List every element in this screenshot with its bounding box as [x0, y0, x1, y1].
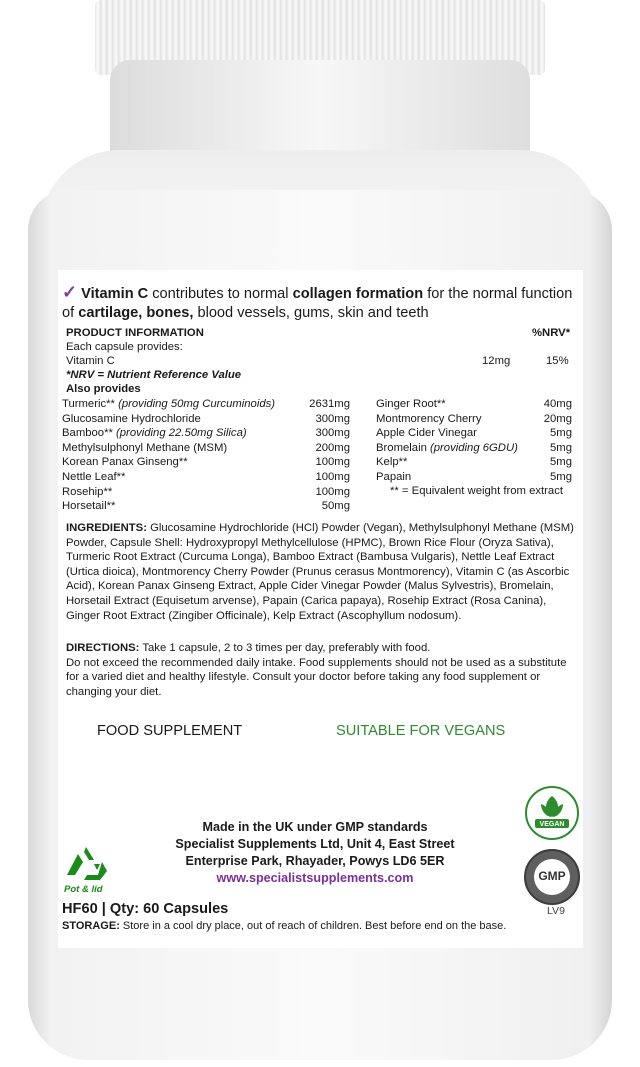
ingredient-name: Bromelain — [376, 441, 427, 454]
health-claim — [62, 283, 582, 323]
claim-text: blood vessels, gums, skin and teeth — [193, 305, 429, 321]
company-block — [150, 819, 480, 887]
vitamin-c-amount: 12mg — [482, 355, 511, 367]
ingredient-note: (providing 22.50mg Silica) — [112, 427, 247, 440]
storage-label: STORAGE: — [62, 920, 120, 932]
ingredient-row — [376, 397, 446, 411]
recycle-icon — [64, 844, 108, 884]
ingredient-amount: 100mg — [315, 485, 350, 498]
also-provides: Also provides — [66, 383, 141, 395]
nrv-heading: %NRV* — [532, 327, 571, 339]
ingredient-amount: 5mg — [550, 441, 572, 454]
ingredient-row — [376, 426, 477, 440]
ingredient-name: Ginger Root** — [376, 398, 446, 410]
ingredient-name: Bamboo** — [62, 427, 113, 440]
ingredient-name: Turmeric** — [62, 398, 115, 410]
ingredients-label: INGREDIENTS: — [66, 522, 147, 534]
ingredient-row — [376, 412, 481, 426]
vegan-badge — [525, 786, 579, 840]
directions-text: Take 1 capsule, 2 to 3 times per day, preferably with food. — [139, 642, 431, 654]
ingredient-amount: 300mg — [315, 427, 350, 440]
gmp-text: GMP — [538, 869, 566, 883]
ingredient-row — [62, 397, 275, 411]
claim-vitamin-c: Vitamin C — [81, 286, 149, 302]
ingredient-name: Montmorency Cherry — [376, 412, 482, 425]
storage-text: Store in a cool dry place, out of reach of children. Best before end on the base. — [119, 920, 507, 932]
vegan-badge-text: VEGAN — [539, 821, 565, 828]
pot-lid-text: Pot & lid — [64, 884, 103, 895]
ingredient-amount: 5mg — [550, 427, 572, 440]
ingredient-row — [62, 470, 125, 484]
suitable-for-vegans-text: SUITABLE FOR VEGANS — [336, 723, 506, 739]
ingredient-amount: 50mg — [321, 500, 350, 513]
ingredient-row — [62, 499, 115, 513]
ingredient-row — [62, 426, 247, 440]
vitamin-c-name: Vitamin C — [66, 355, 115, 367]
claim-cartilage: cartilage, bones, — [78, 305, 194, 321]
ingredient-name: Glucosamine Hydrochloride — [62, 412, 201, 425]
ingredient-amount: 2631mg — [309, 398, 350, 410]
directions-label: DIRECTIONS: — [66, 642, 140, 654]
claim-text: contributes to normal — [148, 286, 293, 302]
food-supplement-text: FOOD SUPPLEMENT — [97, 723, 243, 739]
claim-text: for the normal function of — [62, 286, 573, 321]
ingredients-paragraph — [66, 521, 574, 623]
ingredient-name: Rosehip** — [62, 485, 113, 498]
ingredient-name: Kelp** — [376, 456, 408, 469]
company-url[interactable]: www.specialistsupplements.com — [216, 871, 414, 885]
ingredient-name: Methylsulphonyl Methane (MSM) — [62, 441, 228, 454]
ingredient-name: Horsetail** — [62, 500, 116, 513]
company-line-2: Specialist Supplements Ltd, Unit 4, East Street — [175, 837, 455, 851]
check-icon: ✓ — [62, 282, 78, 302]
ingredient-amount: 100mg — [315, 456, 350, 469]
storage-line — [62, 919, 506, 933]
leaf-icon — [527, 788, 577, 838]
ingredient-row — [376, 470, 411, 484]
ingredient-amount: 5mg — [550, 471, 572, 483]
company-line-3: Enterprise Park, Rhayader, Powys LD6 5ER — [185, 854, 445, 868]
directions-paragraph — [66, 641, 574, 699]
ingredient-name: Nettle Leaf** — [62, 471, 126, 483]
ingredient-row — [62, 412, 201, 426]
ingredient-amount: 40mg — [543, 398, 572, 410]
ingredients-text: Glucosamine Hydrochloride (HCl) Powder (Vegan), Methylsulphonyl Methane (MSM) Powder, Capsule Shell: Hydroxypropyl Methylcellulose (HPMC), Brown Rice Flour (Oryza Sativa), Turmeric Root Extract (Curcuma Longa), Bamboo Extract (Bambusa Vulgaris), Nettle Leaf Extract (Urtica dioica), Montmorency Cherry Powder (Prunus cerasus Montmorency), Vitamin C (as Ascorbic Acid), Korean Panax Ginseng Extract, Apple Cider Vinegar Powder (Malus Sylvestris), Bromelain, Horsetail Extract (Equisetum arvense), Papain (Carica papaya), Rosehip Extract (Rosa Canina), Ginger Root Extract (Zingiber Officinale), Kelp Extract (Ascophyllum nodosum). — [66, 522, 574, 622]
vitamin-c-nrv: 15% — [546, 355, 569, 367]
ingredient-row — [376, 455, 407, 469]
ingredient-row — [62, 441, 227, 455]
product-code: HF60 | Qty: 60 Capsules — [62, 901, 229, 917]
nrv-note: *NRV = Nutrient Reference Value — [66, 369, 242, 381]
ingredient-name: Apple Cider Vinegar — [376, 427, 477, 440]
gmp-seal-icon — [524, 849, 580, 905]
ingredient-note: (providing 50mg Curcuminoids) — [114, 398, 276, 410]
ingredient-row — [62, 485, 112, 499]
product-info-heading: PRODUCT INFORMATION — [66, 327, 204, 339]
ingredient-name: Papain — [376, 471, 412, 483]
directions-warning: Do not exceed the recommended daily intake. Food supplements should not be used as a substitute for a varied diet and healthy lifestyle. Consult your doctor before taking any food supplement or changing your diet. — [66, 656, 567, 698]
ingredient-amount: 5mg — [550, 456, 572, 469]
company-line-1: Made in the UK under GMP standards — [202, 820, 428, 834]
claim-collagen: collagen formation — [292, 286, 424, 302]
ingredient-note: (providing 6GDU) — [426, 441, 518, 454]
ingredient-amount: 100mg — [315, 471, 350, 483]
ingredient-amount: 300mg — [315, 412, 350, 425]
ingredient-row — [376, 441, 518, 455]
ingredient-name: Korean Panax Ginseng** — [62, 456, 188, 469]
ingredient-amount: 20mg — [543, 412, 572, 425]
each-capsule-text: Each capsule provides: — [66, 341, 183, 353]
ingredient-row — [62, 455, 188, 469]
label-version: LV9 — [547, 905, 565, 917]
ingredient-amount: 200mg — [315, 441, 350, 454]
equivalent-note: ** = Equivalent weight from extract — [390, 485, 563, 497]
